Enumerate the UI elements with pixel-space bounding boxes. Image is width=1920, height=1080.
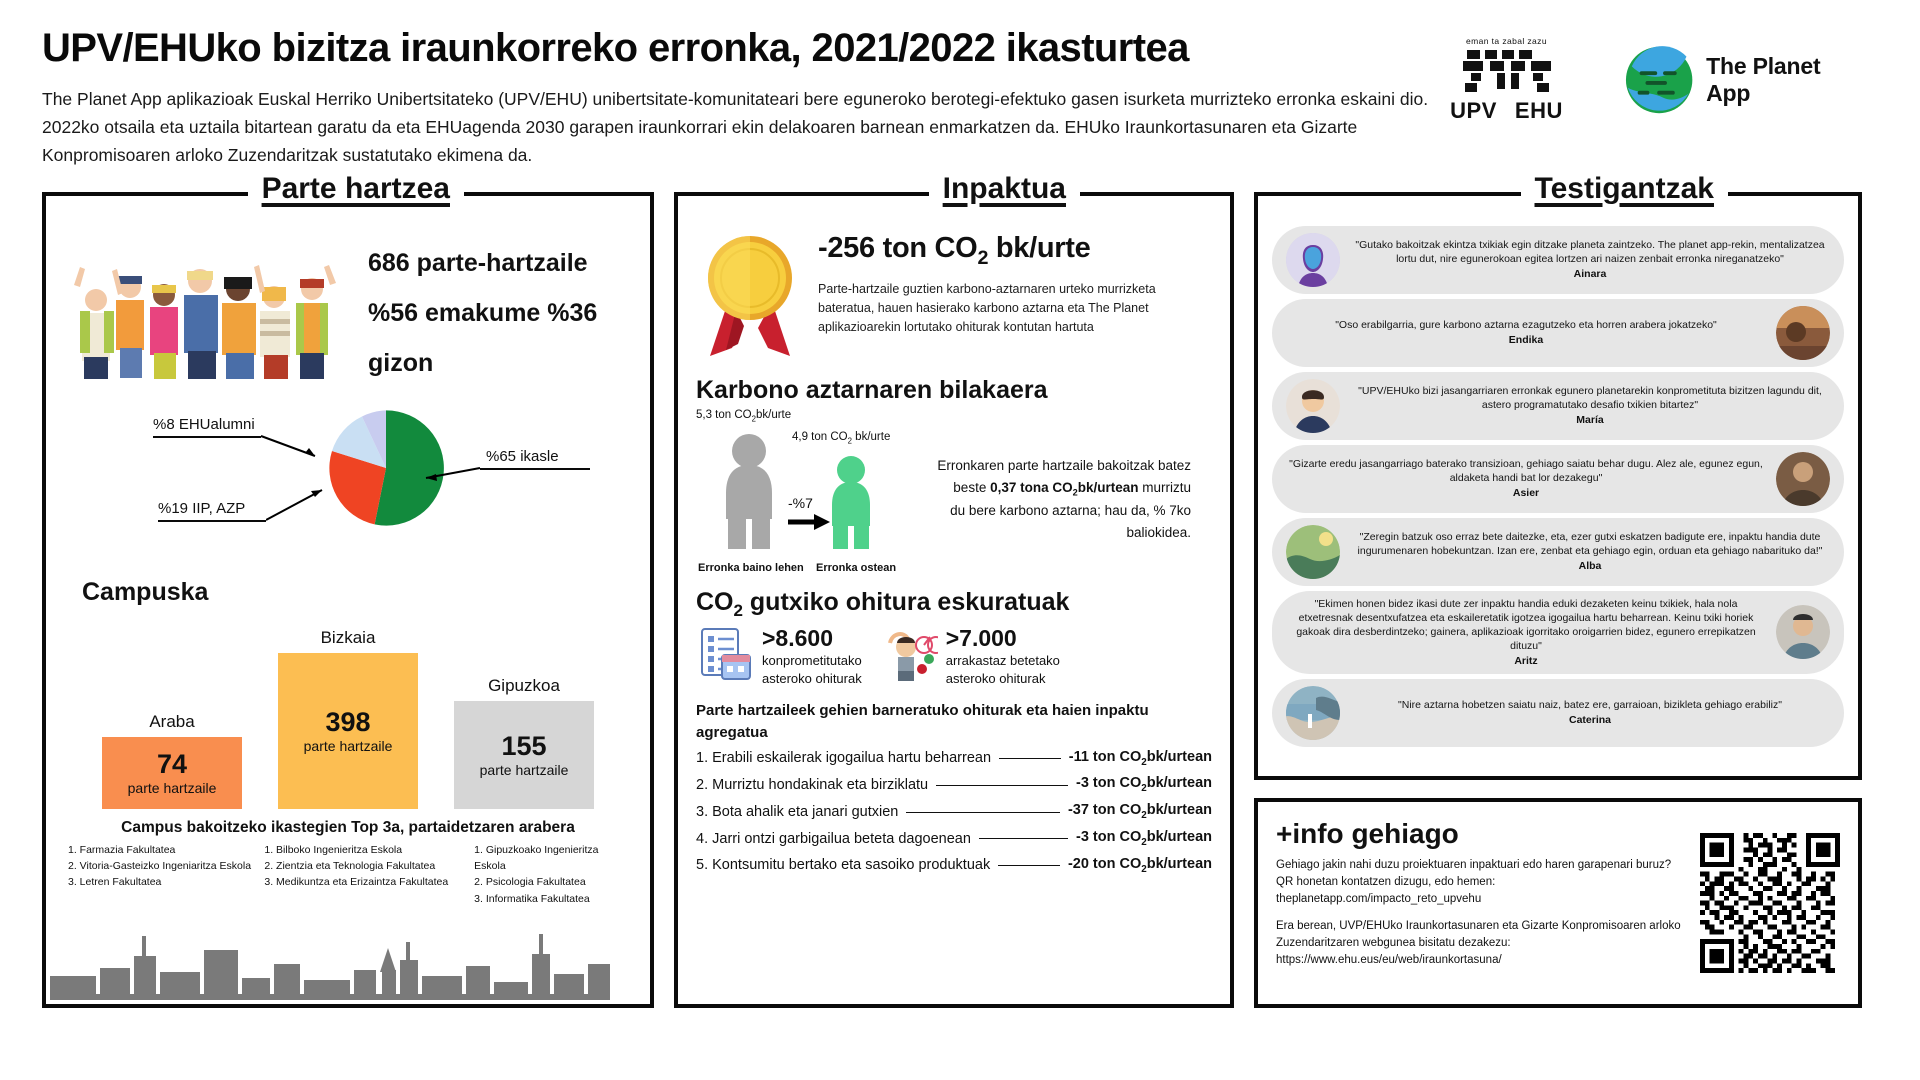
upv-ehu-logo — [1433, 36, 1580, 124]
testimonial-card — [1272, 372, 1844, 440]
footprint-after-label: Erronka ostean — [816, 561, 897, 574]
participant-profile-pie-chart — [68, 404, 628, 564]
impact-panel-title: Inpaktua — [929, 172, 1080, 206]
list-item: 3. Letren Fakultatea — [68, 876, 162, 889]
upv-wordmark — [1433, 98, 1580, 124]
pie-leader-line-2 — [158, 520, 266, 522]
impact-column — [674, 171, 1234, 1008]
list-item — [696, 857, 1212, 875]
participation-panel-title: Parte hartzea — [248, 172, 464, 206]
impact-headline — [818, 232, 1212, 270]
footprint-delta: -%7 — [788, 494, 813, 511]
top3-title: Campus bakoitzeko ikastegien Top 3a, partaidetzaren arabera — [121, 818, 575, 836]
bar-unit-gipuzkoa: parte hartzaile — [479, 762, 569, 779]
list-item — [696, 803, 1212, 821]
footprint-before-label: Erronka baino lehen — [698, 561, 804, 574]
more-info-paragraph-1: Gehiago jakin nahi duzu proiektuaren inpaktuari edo haren garapenari buruz? QR honetan kontatzen dizugu, edo hemen: theplanetapp.com/impacto_reto_upvehu — [1276, 858, 1672, 906]
people-summary — [68, 238, 628, 388]
header — [42, 26, 1878, 170]
habit-list-title: Parte hartzaileek gehien barneratuko ohiturak eta haien inpaktu agregatua — [696, 702, 1149, 741]
habit-committed-number: >8.600 — [762, 624, 833, 651]
testimonial-quote: "Ekimen honen bidez ikasi dute zer inpaktu handia eduki dezaketen keinu txikiek, hala nola etxetresnak desentxufatzea eta eskaileretatik igotzea igogailua hartu beharrean. Keinu txiki horiek gakoak dira desberdintzeko; gainera, aplikazioak igorritako oroigarrien bidez, egunero errepikatzen dituzu" — [1296, 597, 1756, 652]
participation-panel — [42, 171, 654, 1008]
medal-award-icon — [696, 232, 804, 362]
habit-completed-line2: asteroko ohiturak — [945, 671, 1046, 687]
testimonial-body — [1350, 531, 1830, 572]
bar-label-bizkaia: Bizkaia — [320, 627, 376, 647]
testimonial-body — [1286, 598, 1766, 667]
campus-heading: Campuska — [82, 577, 209, 606]
habit-completed-line1: arrakastaz betetako — [945, 652, 1060, 668]
habit-card-completed — [880, 625, 1060, 688]
pie-label-students: %65 ikasle — [486, 447, 559, 465]
testimonial-card — [1272, 518, 1844, 586]
more-info-title: +info gehiago — [1276, 817, 1459, 849]
upv-tagline: eman ta zabal zazu — [1466, 36, 1547, 46]
upv-emblem-icon — [1433, 48, 1580, 94]
more-info-text — [1276, 818, 1686, 988]
footprint-text-part2: murriztu du bere karbono aztarna; hau da, % 7ko baliokidea. — [950, 479, 1191, 541]
intro-paragraph: The Planet App aplikazioak Euskal Herriko Unibertsitateko (UPV/EHU) unibertsitate-komunitateari bere eguneroko berotegi-efektuko gasen isurketa murrizteko erronka eskaini dio. 2022ko otsaila eta uztaila bitartean garatu da eta EHUagenda 2030 garapen iraunkorrari ekin delakoaren barnean enmarkatzen da. EHUko Iraunkortasunaren eta Gizarte Konpromisoaren arloko Zuzendaritzak sustatutako ekimena da. — [42, 88, 1429, 166]
habit-text: Murriztu hondakinak eta birziklatu — [712, 777, 929, 794]
habit-value-sub: 2 — [1141, 783, 1147, 795]
avatar — [1286, 686, 1340, 740]
top3-column-gipuzkoa — [474, 842, 628, 907]
top3-column-araba — [68, 842, 258, 907]
habit-value-tail: bk/urtean — [1146, 775, 1212, 792]
after-value-text: 4,9 ton CO — [792, 430, 848, 443]
habit-dash — [936, 785, 1068, 786]
footprint-evolution-chart — [696, 409, 1212, 574]
list-item: 3. Medikuntza eta Erizaintza Fakultatea — [264, 876, 449, 889]
bar-araba — [102, 737, 242, 809]
list-item: 1. Farmazia Fakultatea — [68, 843, 176, 856]
pie-label-iip-azp: %19 IIP, AZP — [158, 499, 246, 517]
upv-text: UPV — [1450, 98, 1497, 123]
arrow-right-icon — [786, 509, 832, 535]
avatar — [1286, 233, 1340, 287]
campus-bar-chart — [68, 613, 628, 809]
testimonials-panel — [1254, 171, 1862, 780]
habit-index: 3. — [696, 803, 709, 820]
list-item: 3. Informatika Fakultatea — [474, 892, 590, 905]
footprint-heading: Karbono aztarnaren bilakaera — [696, 375, 1048, 404]
avatar — [1286, 525, 1340, 579]
people-stats — [368, 238, 628, 388]
more-info-panel — [1254, 798, 1862, 1008]
list-item: 1. Bilboko Ingenieritza Eskola — [264, 843, 403, 856]
footprint-text-part1: Erronkaren parte hartzaile bakoitzak batez beste — [937, 457, 1191, 495]
bar-unit-bizkaia: parte hartzaile — [303, 738, 393, 755]
testimonial-name: Endika — [1508, 334, 1544, 347]
habit-index: 5. — [696, 857, 709, 874]
habit-text: Bota ahalik eta janari gutxien — [712, 803, 899, 820]
bar-value-bizkaia: 398 — [325, 707, 371, 738]
habit-dash — [906, 812, 1060, 813]
habit-index: 4. — [696, 830, 709, 847]
avatar — [1776, 306, 1830, 360]
habit-value-tail: bk/urtean — [1146, 855, 1212, 872]
habit-value-tail: bk/urtean — [1146, 828, 1212, 845]
avatar — [1286, 379, 1340, 433]
habit-value-sub: 2 — [1141, 756, 1147, 768]
testimonial-quote: "Gizarte eredu jasangarriago baterako transizioan, gehiago saiatu behar dugu. Alez ale, egunez egun, aldaketa handi bat lor dezakegu" — [1289, 458, 1763, 485]
habit-value: -3 ton CO — [1076, 775, 1142, 792]
footprint-before-value: 5,3 ton $CO_2bk$/urte — [696, 408, 792, 424]
habit-completed-number: >7.000 — [945, 624, 1017, 651]
total-participants: 686 parte-hartzaile — [368, 248, 588, 277]
impact-headline-main: -256 ton CO — [818, 231, 978, 264]
testimonial-name: Asier — [1512, 487, 1540, 500]
bar-value-araba: 74 — [156, 749, 188, 780]
testimonial-card — [1272, 445, 1844, 513]
bar-unit-araba: parte hartzaile — [127, 780, 217, 797]
habit-impact-list — [696, 750, 1212, 875]
habit-text: Jarri ontzi garbigailua beteta dagoenean — [712, 830, 971, 847]
footprint-bold-sub: 2 — [1072, 487, 1078, 498]
right-column — [1254, 171, 1862, 1008]
impact-description: Parte-hartzaile guztien karbono-aztarnaren urteko murrizketa bateratua, hauen hasierako karbono aztarna eta The Planet aplikazioarekin lortutako ohiturak kontutan hartuta — [818, 281, 1156, 335]
testimonial-quote: "Nire aztarna hobetzen saiatu naiz, batez ere, garraioan, bizikleta gehiago erabiliz" — [1398, 699, 1782, 712]
pie-arrow-1 — [261, 426, 331, 462]
group-of-people-illustration — [68, 245, 358, 380]
testimonial-quote: "UPV/EHUko bizi jasangarriaren erronkak egunero planetarekin konprometituta bizitzen lagundu dit, astero programatutako desafio txikien bitartez" — [1358, 385, 1822, 412]
checklist-calendar-icon — [696, 625, 754, 683]
list-item — [696, 830, 1212, 848]
habits-heading-main: CO — [696, 587, 734, 616]
panels-row — [42, 171, 1878, 1008]
the-planet-app-logo — [1624, 44, 1866, 116]
avatar — [1776, 605, 1830, 659]
bar-bizkaia — [278, 653, 418, 809]
testimonial-card — [1272, 299, 1844, 367]
habit-value-tail: bk/urtean — [1146, 748, 1212, 765]
bar-gipuzkoa — [454, 701, 594, 809]
co2-subscript: 2 — [977, 246, 989, 269]
habit-card-committed — [696, 625, 862, 688]
list-item: 2. Vitoria-Gasteizko Ingeniaritza Eskola — [68, 860, 252, 873]
logo-group — [1433, 26, 1878, 124]
testimonial-body — [1350, 385, 1830, 426]
testimonial-name: Ainara — [1573, 268, 1607, 281]
list-item: 1. Gipuzkoako Ingenieritza Eskola — [474, 843, 599, 873]
bar-value-gipuzkoa: 155 — [501, 731, 547, 762]
pie-arrow-3 — [422, 448, 486, 482]
bar-group-araba — [102, 712, 242, 809]
testimonial-name: María — [1576, 414, 1604, 427]
habit-value: -20 ton CO — [1067, 855, 1142, 872]
habits-heading — [696, 588, 1212, 621]
testimonial-body — [1350, 699, 1830, 726]
before-value-tail: bk/urte — [755, 408, 792, 421]
after-value-tail: bk/urte — [851, 430, 891, 443]
pie-leader-line-3 — [480, 468, 590, 470]
testimonial-name: Caterina — [1568, 714, 1611, 727]
habit-value: -37 ton CO — [1067, 802, 1142, 819]
bar-label-araba: Araba — [149, 711, 195, 731]
list-item: 2. Psicologia Fakultatea — [474, 876, 586, 889]
testimonial-card — [1272, 679, 1844, 747]
footprint-figures — [696, 409, 936, 574]
habit-value-sub: 2 — [1141, 863, 1147, 875]
testimonial-quote: "Oso erabilgarria, gure karbono aztarna ezagutzeko eta horren arabera jokatzeko" — [1335, 319, 1717, 332]
pie-label-alumni: %8 EHUalumni — [153, 415, 255, 433]
habit-summary-cards — [696, 625, 1212, 688]
pie-arrow-2 — [266, 482, 336, 526]
testimonial-body — [1286, 458, 1766, 499]
globe-icon — [1624, 44, 1694, 116]
list-item: 2. Zientzia eta Teknologia Fakultatea — [264, 860, 436, 873]
planet-app-wordmark: The Planet App — [1706, 53, 1821, 106]
habit-text: Kontsumitu bertako eta sasoiko produktuak — [712, 857, 991, 874]
habits-heading-tail: gutxiko ohitura eskuratuak — [742, 587, 1070, 616]
habit-value-sub: 2 — [1141, 810, 1147, 822]
testimonial-name: Alba — [1578, 560, 1602, 573]
bar-group-bizkaia — [278, 628, 418, 809]
footprint-explanation — [936, 409, 1191, 544]
ehu-text: EHU — [1514, 98, 1563, 123]
testimonial-card — [1272, 226, 1844, 294]
page-title: UPV/EHUko bizitza iraunkorreko erronka, 2021/2022 ikasturtea — [42, 26, 1189, 70]
habit-text: Erabili eskailerak igogailua hartu beharrean — [712, 750, 992, 767]
habit-value-tail: bk/urtean — [1146, 802, 1212, 819]
list-item — [696, 750, 1212, 768]
bar-group-gipuzkoa — [454, 676, 594, 809]
gender-split: %56 emakume %36 gizon — [368, 298, 598, 377]
impact-headline-tail: bk/urte — [988, 231, 1091, 264]
top3-column-bizkaia — [264, 842, 468, 907]
pie-leader-line-1 — [153, 436, 261, 438]
top3-lists — [68, 842, 628, 907]
testimonial-body — [1350, 239, 1830, 280]
bar-label-gipuzkoa: Gipuzkoa — [488, 675, 560, 695]
habit-index: 1. — [696, 750, 709, 767]
qr-code[interactable] — [1700, 833, 1840, 973]
habit-dash — [979, 838, 1068, 839]
habit-dash — [998, 865, 1060, 866]
impact-panel — [674, 171, 1234, 1008]
testimonial-card — [1272, 591, 1844, 674]
city-skyline-illustration — [50, 930, 610, 1000]
footprint-bold-tail: bk/urtean — [1077, 479, 1139, 495]
avatar — [1776, 452, 1830, 506]
habit-value: -11 ton CO — [1068, 748, 1142, 765]
before-value-text: 5,3 ton CO — [696, 408, 752, 421]
person-before-silhouette — [712, 431, 786, 549]
list-item — [696, 776, 1212, 794]
habit-value: -3 ton CO — [1076, 828, 1142, 845]
person-bicycle-icon — [880, 625, 938, 683]
participation-column — [42, 171, 654, 1008]
header-text-block — [42, 26, 1433, 170]
testimonial-name: Aritz — [1514, 654, 1538, 667]
habit-committed-line1: konprometitutako — [762, 652, 862, 668]
testimonial-list — [1272, 226, 1844, 747]
footprint-after-value: 4,9 ton $CO_2$ bk/urte — [792, 430, 891, 446]
habit-value-sub: 2 — [1141, 836, 1147, 848]
testimonial-body — [1286, 319, 1766, 346]
impact-hero — [696, 232, 1212, 362]
footprint-text-bold: 0,37 tona CO — [990, 479, 1073, 495]
habits-heading-sub: 2 — [733, 600, 743, 620]
testimonials-panel-title: Testigantzak — [1521, 172, 1729, 206]
habit-dash — [999, 758, 1061, 759]
testimonial-quote: "Zeregin batzuk oso erraz bete daitezke, eta, ezer gutxi eskatzen badigute ere, inpaktu handia dute ingurumenaren hobekuntzan. Izan ere, zenbat eta gehiago egin, orduan eta gehiago nabarituko da!" — [1357, 531, 1823, 558]
habit-index: 2. — [696, 777, 709, 794]
testimonial-quote: "Gutako bakoitzak ekintza txikiak egin ditzake planeta zaintzeko. The planet app-rekin, mentalizatzea lortu dut, nire egunerokoan egitea lortzen ari naizen zenbait erronka nireganatzeko" — [1355, 239, 1825, 266]
habit-committed-line2: asteroko ohiturak — [762, 671, 862, 687]
more-info-paragraph-2: Era berean, UVP/EHUko Iraunkortasunaren eta Gizarte Konpromisoaren arloko Zuzendaritzaren webgunea bisitatu dezakezu: https://www.ehu.eus/eu/web/iraunkortasuna/ — [1276, 919, 1681, 967]
